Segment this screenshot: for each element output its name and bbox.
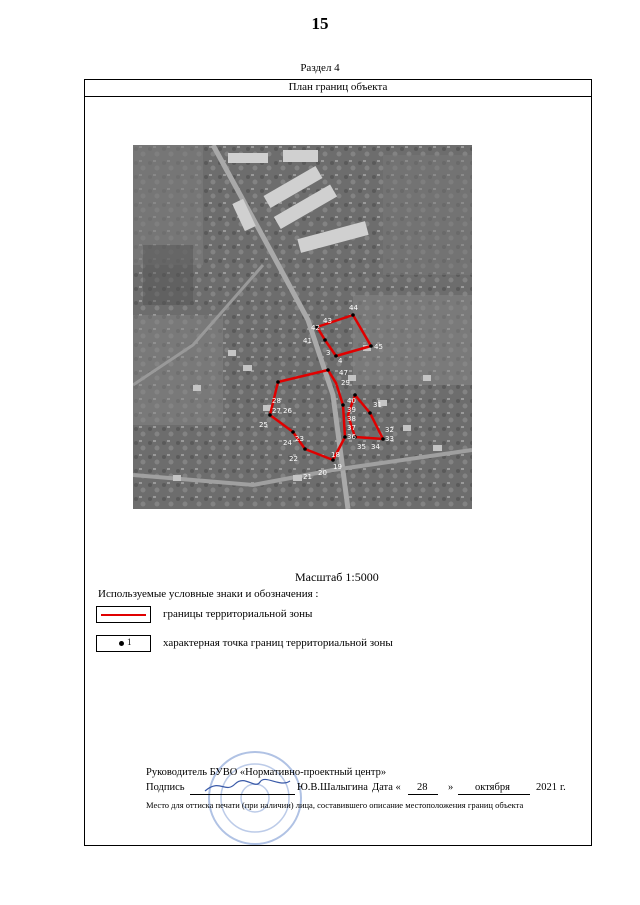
legend-boundary-symbol — [96, 606, 151, 623]
point-icon — [119, 641, 124, 646]
map-label: 35 — [357, 443, 366, 451]
map-label: 18 — [331, 451, 340, 459]
legend-point-symbol — [96, 635, 151, 652]
map-label: 47 — [339, 369, 348, 377]
stamp-footnote: Место для оттиска печати (при наличии) лица, составившего описание местоположения границ объекта — [146, 800, 524, 810]
stamp-seal — [205, 748, 305, 848]
podpis-label: Подпись — [146, 782, 185, 793]
date-label: Дата « — [372, 782, 401, 793]
plan-title: План границ объекта — [85, 80, 591, 97]
map-label: 19 — [333, 463, 342, 471]
map-label: 26 — [283, 407, 292, 415]
date-month: октября — [475, 782, 510, 793]
legend-heading: Используемые условные знаки и обозначения : — [98, 588, 319, 600]
scale-text: Масштаб 1:5000 — [295, 570, 379, 584]
map-label: 3 — [326, 349, 331, 357]
date-close-quote: » — [448, 782, 454, 793]
date-year: 2021 — [536, 782, 557, 793]
map-label: 36 — [347, 433, 356, 441]
page-number: 15 — [311, 14, 329, 33]
map-label: 42 — [311, 324, 320, 332]
day-underline — [408, 794, 438, 795]
map-label: 44 — [349, 304, 358, 312]
map-label: 4 — [338, 357, 343, 365]
map-label: 20 — [318, 469, 327, 477]
map-label: 22 — [289, 455, 298, 463]
map-label: 39 — [347, 406, 356, 414]
map-label: 45 — [374, 343, 383, 351]
red-line-icon — [101, 614, 146, 616]
map-label: 21 — [303, 473, 312, 481]
map-label: 25 — [259, 421, 268, 429]
map-label: 23 — [295, 435, 304, 443]
map-label: 28 — [272, 397, 281, 405]
map-label: 33 — [385, 435, 394, 443]
legend-boundary-text: границы территориальной зоны — [163, 608, 313, 620]
date-day: 28 — [417, 782, 428, 793]
handwritten-signature — [200, 776, 295, 796]
section-label: Раздел 4 — [300, 62, 340, 74]
map-label: 40 — [347, 397, 356, 405]
map-label: 31 — [373, 401, 382, 409]
legend-point-number: 1 — [127, 637, 132, 647]
map-label: 41 — [303, 337, 312, 345]
aerial-map — [133, 145, 472, 509]
map-label: 29 — [341, 379, 350, 387]
legend-point-text: характерная точка границ территориальной зоны — [163, 637, 393, 649]
map-label: 37 — [347, 424, 356, 432]
map-label: 24 — [283, 439, 292, 447]
signer-name: Ю.В.Шалыгина — [297, 782, 368, 793]
year-suffix: г. — [560, 782, 566, 793]
map-label: 27 — [272, 407, 281, 415]
map-label: 43 — [323, 317, 332, 325]
map-label: 34 — [371, 443, 380, 451]
month-underline — [458, 794, 530, 795]
head-line: Руководитель БУВО «Нормативно-проектный центр» — [146, 767, 387, 778]
map-label: 32 — [385, 426, 394, 434]
map-label: 38 — [347, 415, 356, 423]
